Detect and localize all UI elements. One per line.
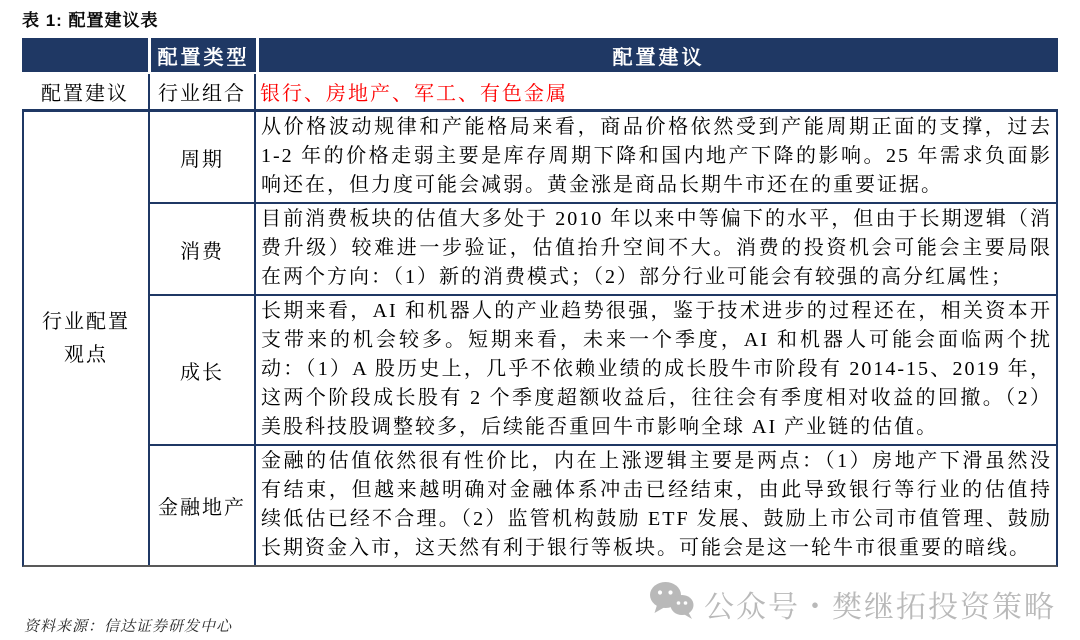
industry-rows xyxy=(150,112,1056,565)
header-cell-empty xyxy=(22,38,148,72)
row-type-cycle: 周期 xyxy=(150,112,256,202)
source-note: 资料来源：信达证券研发中心 xyxy=(24,619,233,635)
table-row xyxy=(150,446,1056,565)
watermark xyxy=(648,580,1068,628)
portfolio-row xyxy=(22,74,1058,112)
row-type-growth: 成长 xyxy=(150,296,256,444)
wechat-icon xyxy=(648,580,696,628)
industry-group-cell xyxy=(24,112,150,565)
header-cell-advice: 配置建议 xyxy=(259,38,1058,72)
row-type-finance-realestate: 金融地产 xyxy=(150,446,256,565)
watermark-text: 公众号・樊继拓投资策略 xyxy=(704,591,1056,624)
portfolio-type-label: 行业组合 xyxy=(148,74,256,109)
header-cell-type: 配置类型 xyxy=(151,38,256,72)
table-header-row xyxy=(22,38,1058,72)
industry-section xyxy=(22,112,1058,567)
portfolio-advice-text: 银行、房地产、军工、有色金属 xyxy=(260,83,568,105)
row-advice-consumption: 目前消费板块的估值大多处于 2010 年以来中等偏下的水平，但由于长期逻辑（消费升级）较难进一步验证，估值抬升空间不大。消费的投资机会可能会主要局限在两个方向：（1）新的消费模式；（2）部分行业可能会有较强的高分红属性； xyxy=(261,208,1052,288)
table-row xyxy=(150,112,1056,204)
portfolio-group-label: 配置建议 xyxy=(41,83,129,105)
config-table xyxy=(22,38,1058,567)
row-type-consumption: 消费 xyxy=(150,204,256,294)
row-advice-finance-realestate: 金融的估值依然很有性价比，内在上涨逻辑主要是两点：（1）房地产下滑虽然没有结束，但越来越明确对金融体系冲击已经结束，由此导致银行等行业的估值持续低估已经不合理。（2）监管机构鼓励 ETF 发展、鼓励上市公司市值管理、鼓励长期资金入市，这天然有利于银行等板块。可能会是这一轮牛市很重要的暗线。 xyxy=(261,450,1052,559)
row-advice-cycle: 从价格波动规律和产能格局来看，商品价格依然受到产能周期正面的支撑，过去 1-2 年的价格走弱主要是库存周期下降和国内地产下降的影响。25 年需求负面影响还在，但力度可能会减弱。黄金涨是商品长期牛市还在的重要证据。 xyxy=(261,116,1052,196)
page-title: 表 1: 配置建议表 xyxy=(22,11,159,30)
row-advice-growth: 长期来看，AI 和机器人的产业趋势很强，鉴于技术进步的过程还在，相关资本开支带来的机会较多。短期来看，未来一个季度，AI 和机器人可能会面临两个扰动：（1）A 股历史上，几乎不依赖业绩的成长股牛市阶段有 2014-15、2019 年，这两个阶段成长股有 2 个季度超额收益后，往往会有季度相对收益的回撤。（2）美股科技股调整较多，后续能否重回牛市影响全球 AI 产业链的估值。 xyxy=(261,300,1052,438)
table-row xyxy=(150,204,1056,296)
industry-group-label: 行业配置观点 xyxy=(42,310,130,366)
table-row xyxy=(150,296,1056,446)
